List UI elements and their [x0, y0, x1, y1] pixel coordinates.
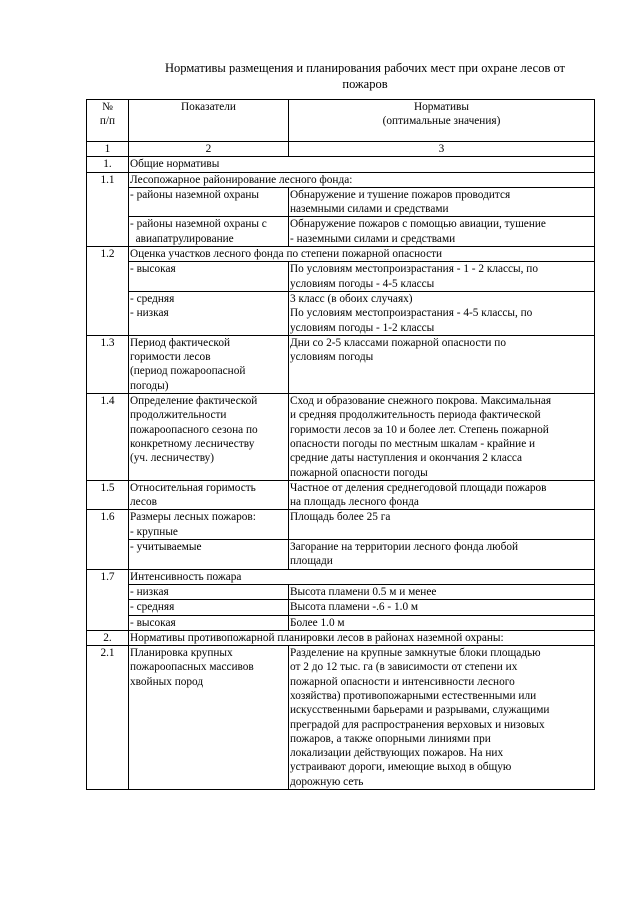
- table-row: [87, 615, 595, 630]
- table-row: [87, 584, 595, 599]
- row-heading: Оценка участков лесного фонда по степени пожарной опасности: [129, 247, 595, 262]
- row-number: 1.3: [87, 335, 129, 393]
- header-num: № п/п: [87, 100, 129, 142]
- row-label: - низкая: [129, 584, 289, 599]
- row-value: Дни со 2-5 классами пожарной опасности по условиям погоды: [289, 335, 595, 393]
- table-row: [87, 247, 595, 262]
- row-label: Определение фактической продолжительности пожароопасного сезона по конкретному лесничеству (уч. лесничеству): [129, 394, 289, 481]
- row-heading: Интенсивность пожара: [129, 569, 595, 584]
- row-label: - высокая: [129, 615, 289, 630]
- row-label: - учитываемые: [129, 540, 289, 570]
- column-number-row: [87, 142, 595, 157]
- row-number: 1.2: [87, 247, 129, 336]
- header-indicators: Показатели: [129, 100, 289, 142]
- row-value: Загорание на территории лесного фонда любой площади: [289, 540, 595, 570]
- section-heading: Нормативы противопожарной планировки лесов в районах наземной охраны:: [129, 630, 595, 645]
- table-row: [87, 569, 595, 584]
- row-value: Разделение на крупные замкнутые блоки площадью от 2 до 12 тыс. га (в зависимости от степени их пожарной опасности и интенсивности лесного хозяйства) противопожарными естественными или искусственными барьерами и разрывами, служащими преградой для распространения верховых и низовых пожаров, а также опорными линиями при локализации действующих пожаров. На них устраивают дороги, имеющие выход в общую дорожную сеть: [289, 646, 595, 790]
- table-row: [87, 540, 595, 570]
- row-value: Высота пламени -.6 - 1.0 м: [289, 600, 595, 615]
- row-value: Частное от деления среднегодовой площади пожаров на площадь лесного фонда: [289, 480, 595, 510]
- row-label: - средняя: [129, 600, 289, 615]
- row-value: Сход и образование снежного покрова. Максимальная и средняя продолжительность периода фактической горимости лесов за 10 и более лет. Степень пожарной опасности погоды по местным шкалам - крайние и средние даты наступления и окончания 2 класса пожарной опасности погоды: [289, 394, 595, 481]
- row-label: - средняя - низкая: [129, 291, 289, 335]
- col-number-3: 3: [289, 142, 595, 157]
- row-label: Размеры лесных пожаров: - крупные: [129, 510, 289, 540]
- row-label: Период фактической горимости лесов (период пожароопасной погоды): [129, 335, 289, 393]
- row-number: 1.1: [87, 172, 129, 246]
- row-value: Обнаружение и тушение пожаров проводится наземными силами и средствами: [289, 187, 595, 217]
- row-number: 1.6: [87, 510, 129, 569]
- title-line-1: Нормативы размещения и планирования рабочих мест при охране лесов от: [164, 61, 566, 75]
- col-number-2: 2: [129, 142, 289, 157]
- row-value: Обнаружение пожаров с помощью авиации, тушение - наземными силами и средствами: [289, 217, 595, 247]
- table-row: [87, 262, 595, 292]
- table-row: [87, 510, 595, 540]
- row-value: Площадь более 25 га: [289, 510, 595, 540]
- row-heading: Лесопожарное районирование лесного фонда:: [129, 172, 595, 187]
- title-line-2: пожаров: [342, 77, 388, 91]
- row-value: Высота пламени 0.5 м и менее: [289, 584, 595, 599]
- table-row: [87, 172, 595, 187]
- table-row: [87, 217, 595, 247]
- table-row: [87, 646, 595, 790]
- row-label: - районы наземной охраны: [129, 187, 289, 217]
- table-row: [87, 157, 595, 172]
- row-number: 1.4: [87, 394, 129, 481]
- header-row: [87, 100, 595, 142]
- section-heading: Общие нормативы: [129, 157, 595, 172]
- table-row: [87, 335, 595, 393]
- norms-table: [86, 99, 595, 790]
- row-number: 2.: [87, 630, 129, 645]
- table-row: [87, 600, 595, 615]
- table-row: [87, 394, 595, 481]
- table-row: [87, 291, 595, 335]
- row-label: Планировка крупных пожароопасных массивов хвойных пород: [129, 646, 289, 790]
- row-label: Относительная горимость лесов: [129, 480, 289, 510]
- row-number: 1.7: [87, 569, 129, 630]
- row-number: 1.5: [87, 480, 129, 510]
- table-row: [87, 187, 595, 217]
- row-value: 3 класс (в обоих случаях) По условиям местопроизрастания - 4-5 классы, по условиям погоды - 1-2 классы: [289, 291, 595, 335]
- header-norms: Нормативы (оптимальные значения): [289, 100, 595, 142]
- col-number-1: 1: [87, 142, 129, 157]
- row-label: - высокая: [129, 262, 289, 292]
- row-value: По условиям местопроизрастания - 1 - 2 классы, по условиям погоды - 4-5 классы: [289, 262, 595, 292]
- row-value: Более 1.0 м: [289, 615, 595, 630]
- document-title: [130, 60, 600, 92]
- row-number: 1.: [87, 157, 129, 172]
- table-row: [87, 480, 595, 510]
- row-label: - районы наземной охраны с авиапатрулирование: [129, 217, 289, 247]
- row-number: 2.1: [87, 646, 129, 790]
- table-row: [87, 630, 595, 645]
